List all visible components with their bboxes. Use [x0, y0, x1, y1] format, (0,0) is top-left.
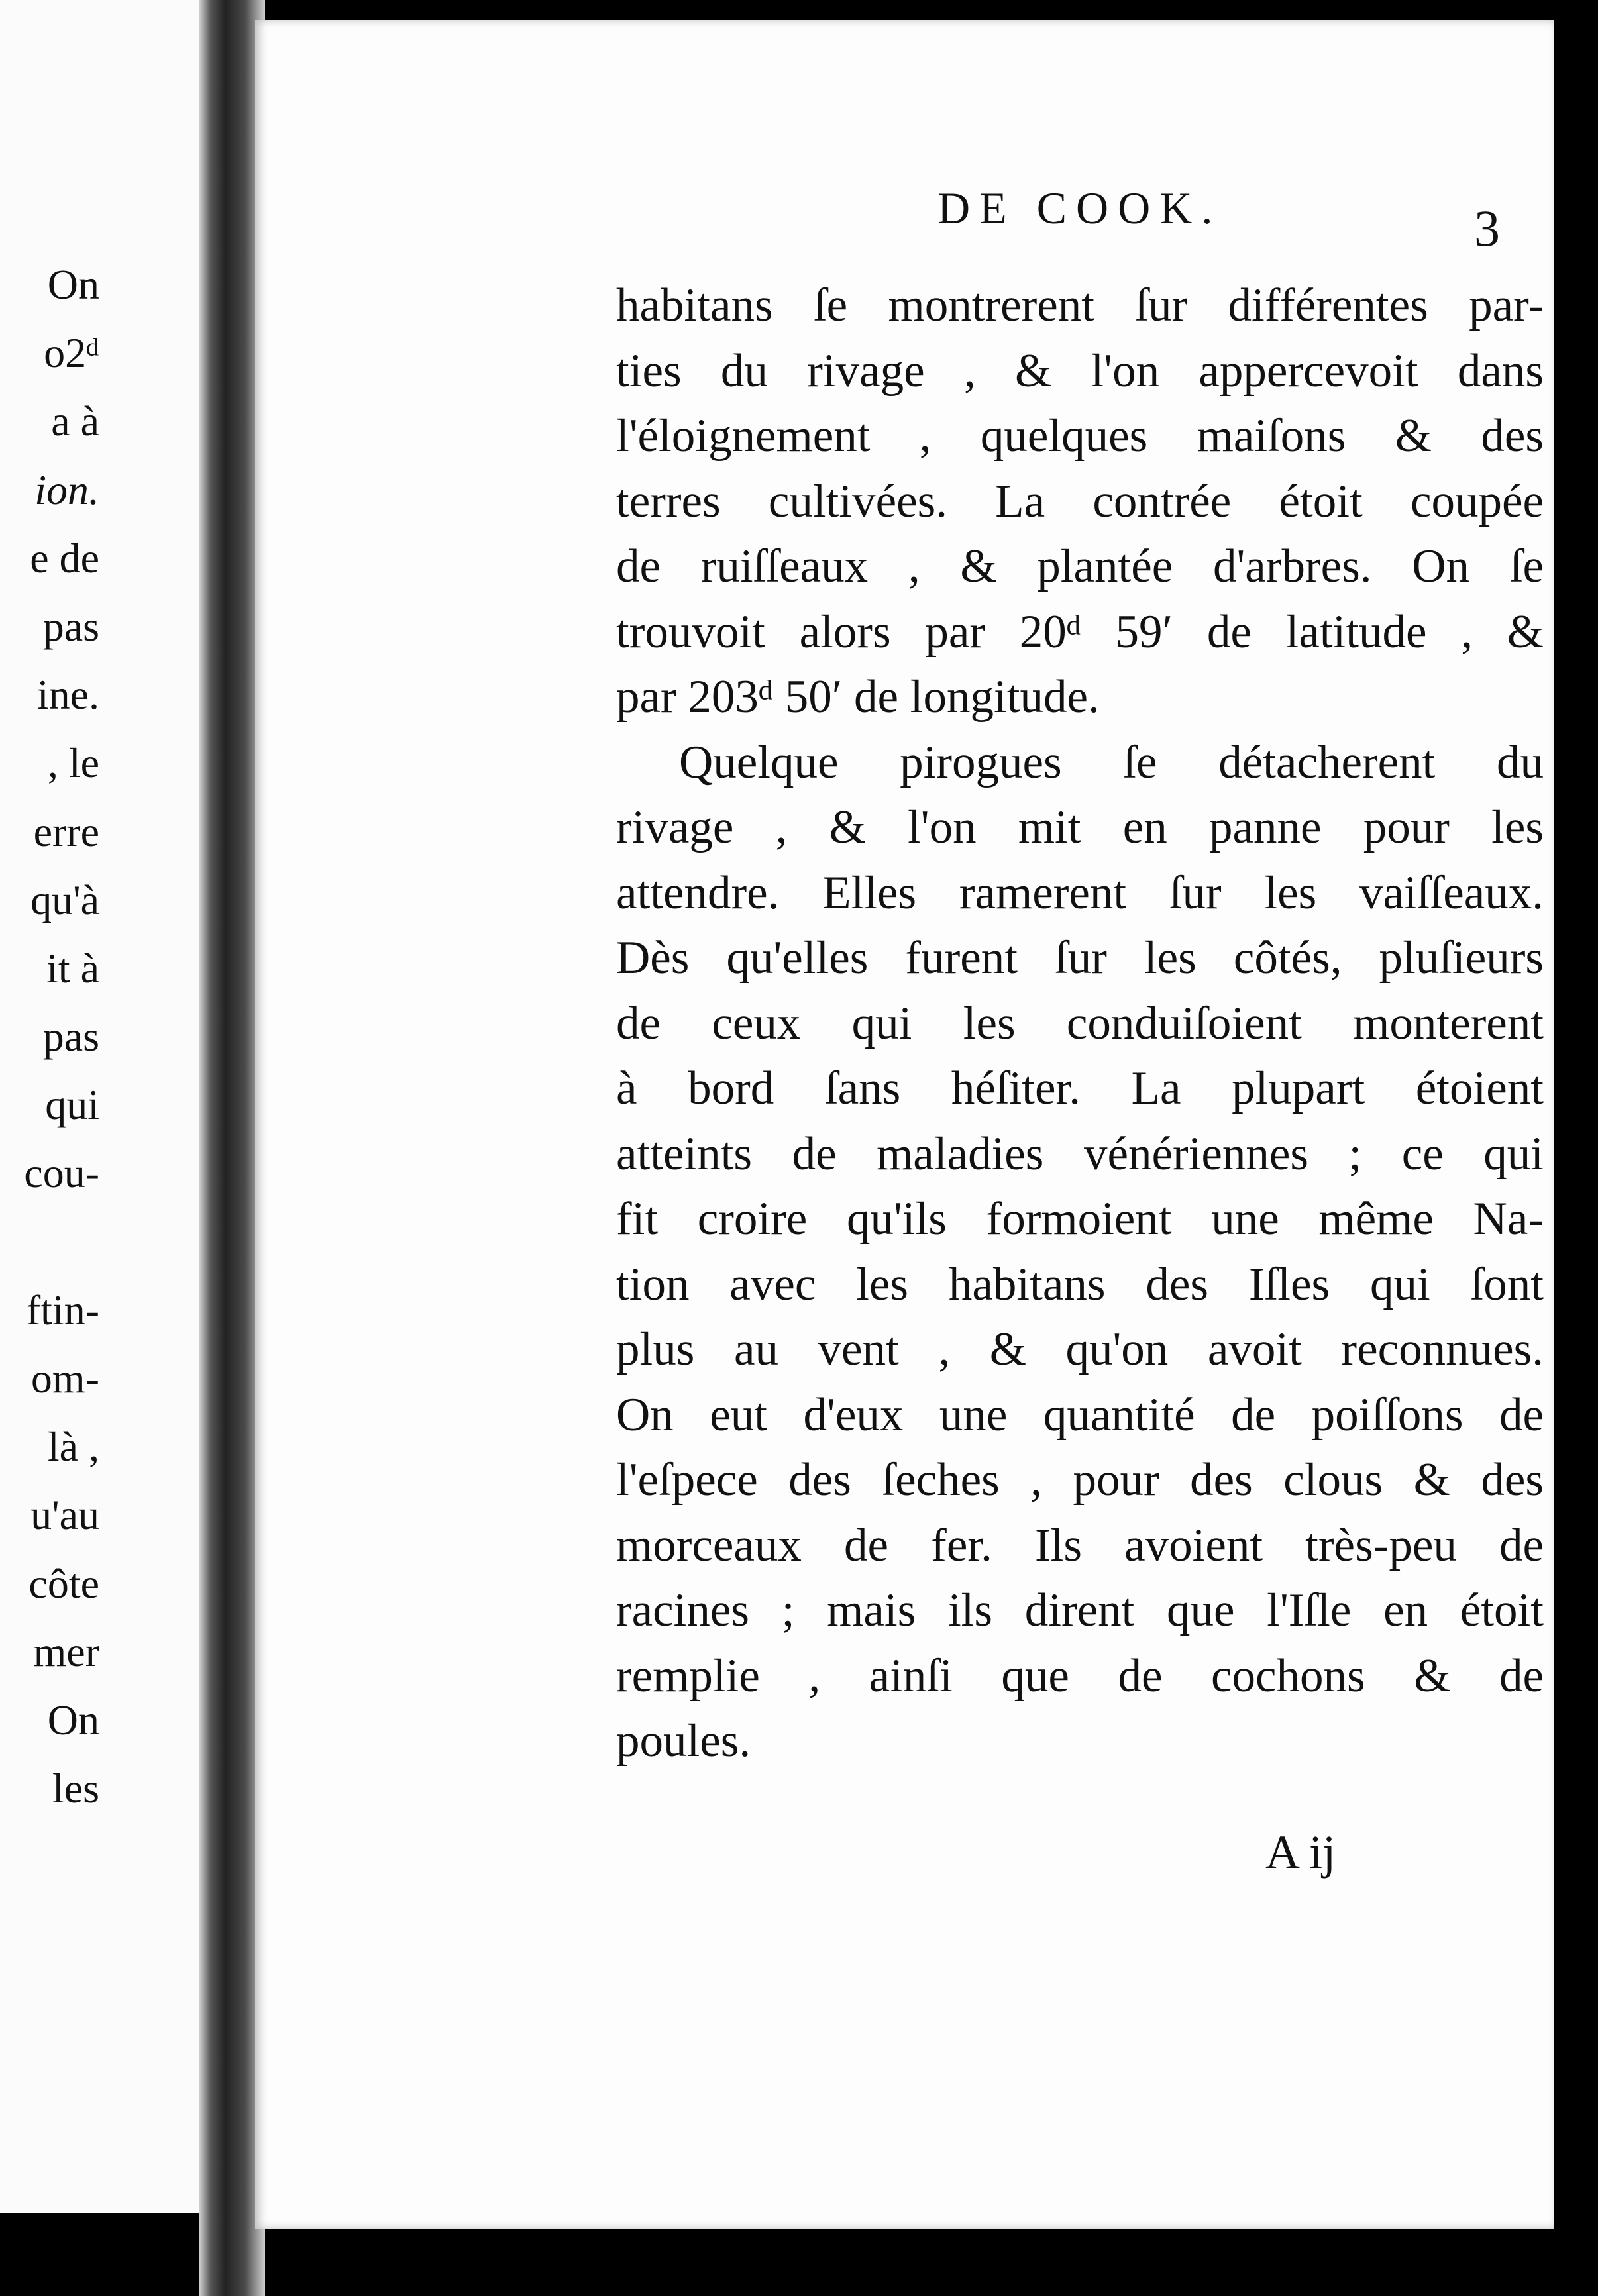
left-line: ftin-	[26, 1286, 99, 1333]
left-line: it à	[46, 944, 99, 992]
text-line: tion avec les habitans des Iſles qui ſont	[616, 1258, 1544, 1310]
text-line: ties du rivage , & l'on appercevoit dans	[616, 344, 1544, 397]
text-line: remplie , ainſi que de cochons & de	[616, 1649, 1544, 1702]
text-line: l'éloignement , quelques maiſons & des	[616, 410, 1544, 462]
left-line: mer	[33, 1628, 99, 1675]
left-line: a à	[51, 397, 99, 445]
left-line: e de	[30, 534, 99, 582]
left-line: ine.	[36, 671, 99, 719]
left-page-text-fragments	[0, 250, 99, 1822]
text-line: morceaux de fer. Ils avoient très-peu de	[616, 1519, 1544, 1571]
body-text	[616, 273, 1544, 1774]
left-line: qu'à	[30, 876, 99, 923]
left-line: ion.	[34, 466, 99, 513]
left-facing-page	[0, 0, 222, 2213]
text-line: terres cultivées. La contrée étoit coupée	[616, 475, 1544, 527]
signature-mark: A ij	[1265, 1826, 1336, 1879]
left-line: On	[47, 1696, 99, 1744]
text-line: de ruiſſeaux , & plantée d'arbres. On ſe	[616, 541, 1544, 592]
running-head: DE COOK.	[937, 183, 1222, 233]
text-line: habitans ſe montrerent ſur différentes par-	[616, 280, 1544, 331]
left-line: , le	[47, 739, 99, 787]
text-line: attendre. Elles ramerent ſur les vaiſſeaux.	[616, 866, 1544, 919]
page-number: 3	[1474, 199, 1500, 257]
text-line: à bord ſans héſiter. La plupart étoient	[616, 1063, 1544, 1114]
text-line: Quelque pirogues ſe détacherent du	[679, 736, 1544, 788]
left-line: pas	[42, 1013, 99, 1061]
right-page	[255, 20, 1554, 2229]
text-line: poules.	[616, 1715, 751, 1767]
text-line: rivage , & l'on mit en panne pour les	[616, 802, 1544, 853]
left-line: cou-	[24, 1149, 99, 1197]
left-line: u'au	[30, 1491, 99, 1539]
left-line: côte	[28, 1559, 99, 1607]
text-line: par 203ᵈ 50′ de longitude.	[616, 671, 1100, 723]
left-line: om-	[30, 1355, 99, 1402]
left-line: On	[47, 261, 99, 308]
text-line: racines ; mais ils dirent que l'Iſle en étoit	[616, 1585, 1544, 1636]
text-line: fit croire qu'ils formoient une même Na-	[616, 1193, 1544, 1245]
text-line: On eut d'eux une quantité de poiſſons de	[616, 1388, 1544, 1441]
left-line: o2ᵈ	[44, 329, 99, 377]
left-line: erre	[33, 808, 99, 855]
left-line-blank	[0, 1208, 99, 1276]
text-line: atteints de maladies vénériennes ; ce qui	[616, 1127, 1544, 1180]
left-line: là ,	[47, 1423, 99, 1471]
left-line: les	[52, 1765, 99, 1812]
left-line: qui	[45, 1081, 99, 1129]
text-line: de ceux qui les conduiſoient monterent	[616, 997, 1544, 1049]
text-line: l'eſpece des ſeches , pour des clous & des	[616, 1454, 1544, 1506]
text-line: trouvoit alors par 20ᵈ 59′ de latitude , &	[616, 605, 1544, 658]
text-line: Dès qu'elles furent ſur les côtés, pluſieurs	[616, 932, 1544, 984]
text-line: plus au vent , & qu'on avoit reconnues.	[616, 1324, 1544, 1375]
left-line: pas	[42, 602, 99, 650]
